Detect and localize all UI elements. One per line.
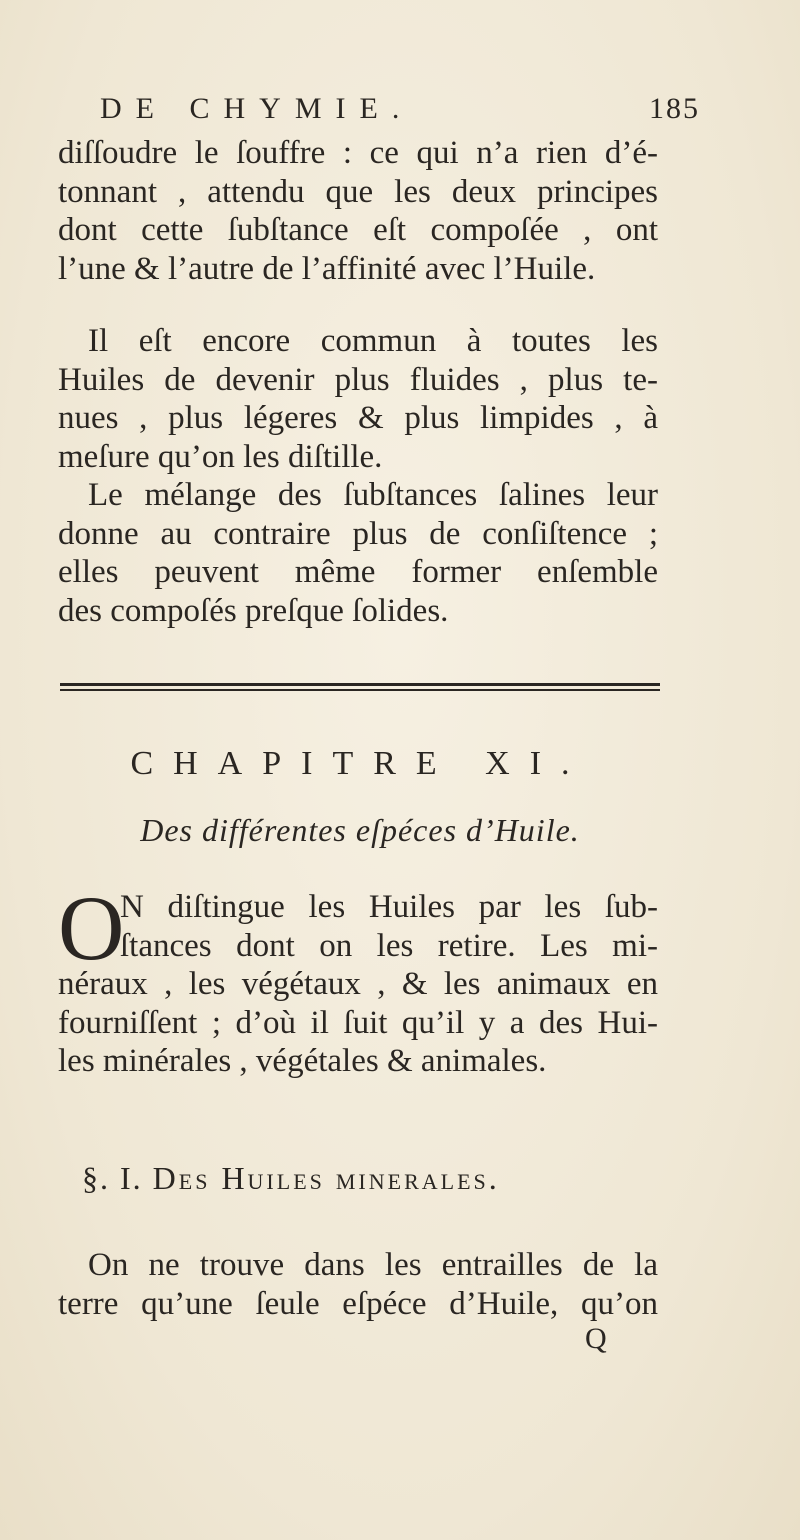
- intro-text: [58, 888, 658, 1081]
- chapter-title: CHAPITRE XI.: [130, 745, 590, 782]
- text-line: terre qu’une ſeule eſpéce d’Huile, qu’on: [58, 1285, 658, 1322]
- text-line: diſſoudre le ſouffre : ce qui n’a rien d’é-: [58, 135, 658, 171]
- text-line: dont cette ſubſtance eſt compoſée , ont: [58, 212, 658, 248]
- text-line: des compoſés preſque ſolides.: [58, 592, 449, 629]
- text-line: nues , plus légeres & plus limpides , à: [58, 400, 658, 436]
- text-line: elles peuvent même former enſemble: [58, 554, 658, 590]
- text-line: donne au contraire plus de conſiſtence ;: [58, 515, 658, 552]
- text-line: meſure qu’on les diſtille.: [58, 438, 383, 475]
- text-line: fourniſſent ; d’où il ſuit qu’il y a des Hui-: [58, 1004, 658, 1041]
- text-line: On ne trouve dans les entrailles de la: [88, 1247, 658, 1283]
- section-heading: [82, 1160, 682, 1197]
- rule-thin-line: [60, 689, 660, 691]
- text-line: Huiles de devenir plus fluides , plus te-: [58, 361, 658, 398]
- text-line: néraux , les végétaux , & les animaux en: [58, 966, 658, 1002]
- chapter-subtitle: Des différentes eſpéces d’Huile.: [140, 812, 580, 848]
- drop-cap: O: [58, 877, 125, 979]
- paragraph-1: [58, 134, 658, 288]
- paragraph-2: [58, 322, 658, 476]
- section-paragraph: [58, 1246, 658, 1323]
- text-line: N diſtingue les Huiles par les ſub-: [120, 889, 658, 925]
- section-title: Des Huiles minerales.: [152, 1160, 500, 1196]
- text-line: Le mélange des ſubſtances ſalines leur: [88, 477, 658, 513]
- section-number: §. I.: [82, 1160, 143, 1196]
- catchword: Q: [585, 1322, 607, 1355]
- chapter-divider-rule: [60, 683, 660, 693]
- page-number: 185: [649, 92, 700, 125]
- text-line: tonnant , attendu que les deux principes: [58, 173, 658, 210]
- text-line: les minérales , végétales & animales.: [58, 1043, 547, 1079]
- text-line: ſtances dont on les retire. Les mi-: [120, 927, 658, 964]
- text-line: l’une & l’autre de l’affinité avec l’Huile.: [58, 250, 596, 287]
- rule-thick-line: [60, 683, 660, 686]
- chapter-intro-paragraph: [58, 877, 658, 1081]
- paragraph-3: [58, 476, 658, 630]
- text-line: Il eſt encore commun à toutes les: [88, 323, 658, 359]
- running-head: DE CHYMIE.: [100, 92, 414, 125]
